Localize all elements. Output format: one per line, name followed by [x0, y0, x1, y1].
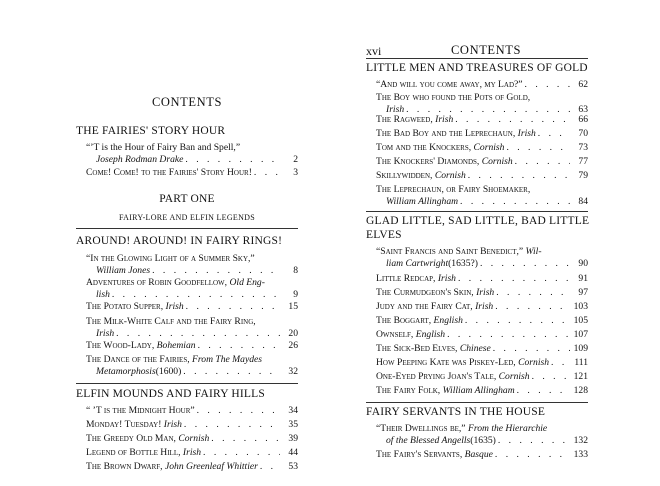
toc-entry[interactable]: “In the Glowing Light of a Summer Sky,” William Jones . . . 8 — [86, 253, 298, 276]
toc-entry[interactable]: The Potato Supper, Irish . . . 15 — [86, 301, 298, 313]
toc-entry[interactable]: The Bad Boy and the Leprechaun, Irish . . . 70 — [376, 128, 588, 140]
toc-entry[interactable]: Monday! Tuesday! Irish . . . 35 — [86, 419, 298, 431]
toc-entry[interactable]: “Their Dwellings be,” From the Hierarchie of the Blessed Angells (1635) . . . 132 — [376, 423, 588, 446]
toc-entry[interactable]: Judy and the Fairy Cat, Irish . . . 103 — [376, 301, 588, 313]
section-heading: THE FAIRIES' STORY HOUR — [76, 125, 226, 137]
toc-entry[interactable]: The Fairy's Servants, Basque . . . 133 — [376, 449, 588, 461]
divider — [76, 383, 298, 384]
toc-entry[interactable]: The Milk-White Calf and the Fairy Ring, Irish . . . 20 — [86, 316, 298, 339]
toc-entry[interactable]: Little Redcap, Irish . . . 91 — [376, 273, 588, 285]
toc-entry[interactable]: How Peeping Kate was Piskey-Led, Cornish . . . 111 — [376, 357, 588, 369]
section-heading: LITTLE MEN AND TREASURES OF GOLD — [366, 62, 588, 74]
toc-entry[interactable]: “Saint Francis and Saint Benedict,” Wil- liam Cartwright (1635?) . . . 90 — [376, 246, 588, 269]
section-heading: FAIRY SERVANTS IN THE HOUSE — [366, 406, 546, 418]
section-heading: ELFIN MOUNDS AND FAIRY HILLS — [76, 388, 265, 400]
toc-entry[interactable]: Skillywidden, Cornish . . . 79 — [376, 170, 588, 182]
toc-entry[interactable]: Come! Come! to the Fairies' Story Hour! . . . 3 — [86, 167, 298, 179]
toc-entry[interactable]: The Wood-Lady, Bohemian . . . 26 — [86, 340, 298, 352]
toc-entry[interactable]: The Ragweed, Irish . . . 66 — [376, 114, 588, 126]
page-title: CONTENTS — [451, 43, 522, 57]
toc-entry[interactable]: “And will you come away, my Lad?” . . . 62 — [376, 79, 588, 91]
toc-entry[interactable]: The Knockers' Diamonds, Cornish . . . 77 — [376, 156, 588, 168]
toc-entry[interactable]: The Curmudgeon's Skin, Irish . . . 97 — [376, 287, 588, 299]
toc-entry[interactable]: Tom and the Knockers, Cornish . . . 73 — [376, 142, 588, 154]
page-title: CONTENTS — [151, 95, 223, 109]
section-heading: AROUND! AROUND! IN FAIRY RINGS! — [76, 235, 283, 247]
toc-entry[interactable]: The Leprechaun, or Fairy Shoemaker, William Allingham . . . 84 — [376, 184, 588, 207]
divider — [366, 58, 588, 59]
toc-entry[interactable]: One-Eyed Prying Joan's Tale, Cornish . . . 121 — [376, 371, 588, 383]
toc-entry[interactable]: The Sick-Bed Elves, Chinese . . . 109 — [376, 343, 588, 355]
toc-entry[interactable]: The Boy who found the Pots of Gold, Irish . . . 63 — [376, 92, 588, 115]
toc-entry[interactable]: The Fairy Folk, William Allingham . . . 128 — [376, 385, 588, 397]
toc-entry[interactable]: Ownself, English . . . 107 — [376, 329, 588, 341]
part-subtitle: FAIRY-LORE AND ELFIN LEGENDS — [118, 213, 256, 222]
toc-entry[interactable]: The Brown Dwarf, John Greenleaf Whittier . . . 53 — [86, 461, 298, 473]
divider — [366, 402, 588, 403]
divider — [366, 211, 588, 212]
toc-entry[interactable]: “’T is the Hour of Fairy Ban and Spell,” Joseph Rodman Drake . . . 2 — [86, 142, 298, 165]
section-heading-continued: ELVES — [366, 229, 402, 241]
section-heading: GLAD LITTLE, SAD LITTLE, BAD LITTLE — [366, 215, 590, 227]
divider — [76, 228, 298, 229]
part-heading: PART ONE — [159, 193, 215, 205]
toc-entry[interactable]: The Greedy Old Man, Cornish . . . 39 — [86, 433, 298, 445]
page-number: xvi — [366, 44, 382, 58]
toc-entry[interactable]: Adventures of Robin Goodfellow, Old Eng- lish . . . 9 — [86, 277, 298, 300]
toc-entry[interactable]: The Boggart, English . . . 105 — [376, 315, 588, 327]
toc-entry[interactable]: “ ’T is the Midnight Hour” . . . 34 — [86, 405, 298, 417]
toc-entry[interactable]: Legend of Bottle Hill, Irish . . . 44 — [86, 447, 298, 459]
toc-entry[interactable]: The Dance of the Fairies, From The Maydes Metamorphosis (1600) . . . 32 — [86, 354, 298, 377]
